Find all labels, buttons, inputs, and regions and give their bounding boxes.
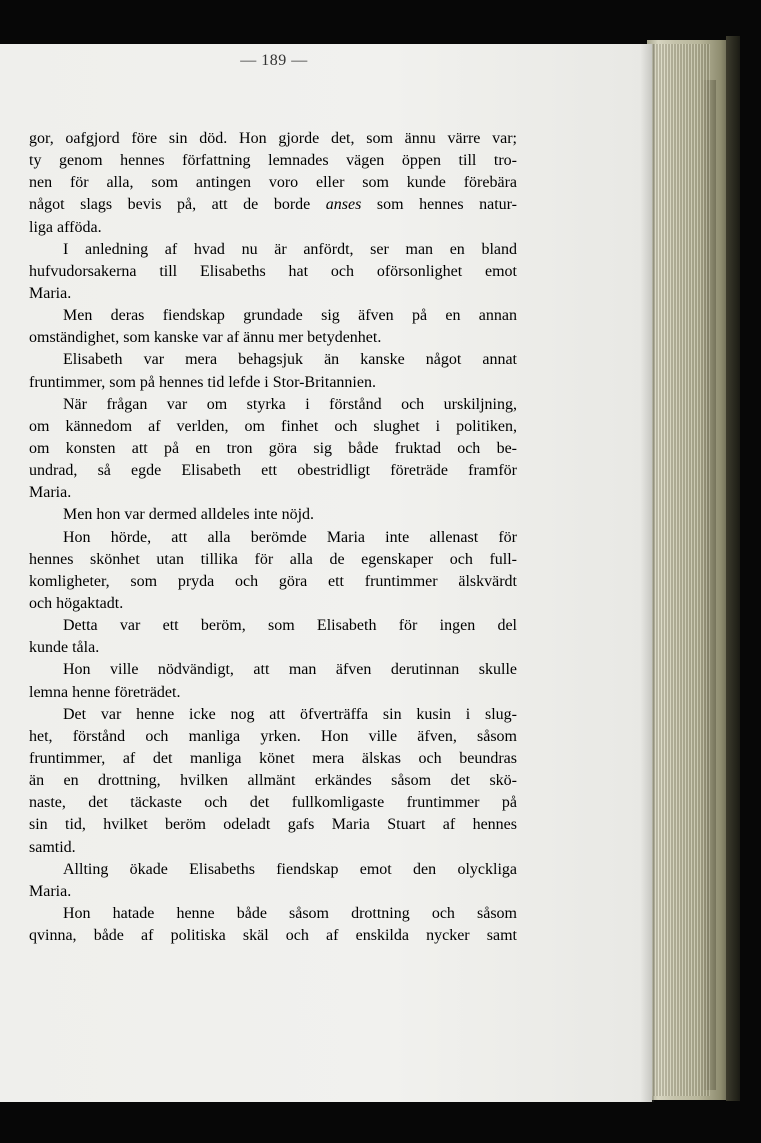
text-line: qvinna, både af politiska skäl och af enskilda nycker samt (29, 927, 517, 945)
page-number: — 189 — (240, 52, 308, 69)
text-line: hufvudorsakerna till Elisabeths hat och oförsonlighet emot (29, 262, 517, 280)
text-line: När frågan var om styrka i förstånd och urskiljning, (63, 395, 517, 413)
text-line: sin tid, hvilket beröm odeladt gafs Maria Stuart af hennes (29, 816, 517, 834)
text-line: Hon hörde, att alla berömde Maria inte allenast för (63, 528, 517, 546)
text-line: Elisabeth var mera behagsjuk än kanske något annat (63, 351, 517, 369)
page-gutter-shadow (640, 44, 654, 1102)
text-line: naste, det täckaste och det fullkomligaste fruntimmer på (29, 794, 517, 812)
text-line: fruntimmer, af det manliga könet mera älskas och beundras (29, 749, 517, 767)
body-text (29, 128, 517, 947)
text-line: hennes skönhet utan tillika för alla de egenskaper och full- (29, 550, 517, 568)
text-line: Allting ökade Elisabeths fiendskap emot den olyckliga (63, 860, 517, 878)
text-line: undrad, så egde Elisabeth ett obestridligt företräde framför (29, 462, 517, 480)
text-line: lemna henne företrädet. (29, 683, 181, 701)
text-line: än en drottning, hvilken allmänt erkändes såsom det skö- (29, 772, 517, 790)
text-line: het, förstånd och manliga yrken. Hon ville äfven, såsom (29, 727, 517, 745)
text-line: Men deras fiendskap grundade sig äfven på en annan (63, 307, 517, 325)
book-page-edges (652, 44, 710, 1096)
text-line (29, 194, 517, 216)
text-line: om kännedom af verlden, om finhet och slughet i politiken, (29, 417, 517, 435)
text-line: Maria. (29, 484, 72, 502)
text-line: och högaktadt. (29, 594, 124, 612)
text-line: Hon hatade henne både såsom drottning och såsom (63, 904, 517, 922)
text-line: I anledning af hvad nu är anfördt, ser man en bland (63, 240, 517, 258)
text-segment: något slags bevis på, att de borde (29, 196, 326, 214)
text-line: Hon ville nödvändigt, att man äfven derutinnan skulle (63, 661, 517, 679)
text-line: gor, oafgjord före sin död. Hon gjorde det, som ännu värre var; (29, 130, 517, 147)
text-line: omständighet, som kanske var af ännu mer betydenhet. (29, 329, 382, 347)
text-segment: som hennes natur- (361, 196, 517, 214)
text-line: liga afföda. (29, 218, 102, 236)
text-line: Det var henne icke nog att öfverträffa sin kusin i slug- (63, 705, 517, 723)
text-line: nen för alla, som antingen voro eller som kunde förebära (29, 174, 517, 192)
text-line: Detta var ett beröm, som Elisabeth för ingen del (63, 617, 517, 635)
italic-word: anses (325, 196, 362, 214)
book-cover-edge (726, 36, 740, 1101)
text-line: ty genom hennes författning lemnades vägen öppen till tro- (29, 152, 517, 170)
text-line: komligheter, som pryda och göra ett fruntimmer älskvärdt (29, 572, 517, 590)
text-line: fruntimmer, som på hennes tid lefde i Stor-Britannien. (29, 373, 376, 391)
text-line: Men hon var dermed alldeles inte nöjd. (63, 506, 315, 524)
text-line: samtid. (29, 838, 76, 856)
text-line: Maria. (29, 284, 72, 302)
text-line: kunde tåla. (29, 639, 100, 657)
text-line: om konsten att på en tron göra sig både fruktad och be- (29, 439, 517, 457)
text-line: Maria. (29, 882, 72, 900)
